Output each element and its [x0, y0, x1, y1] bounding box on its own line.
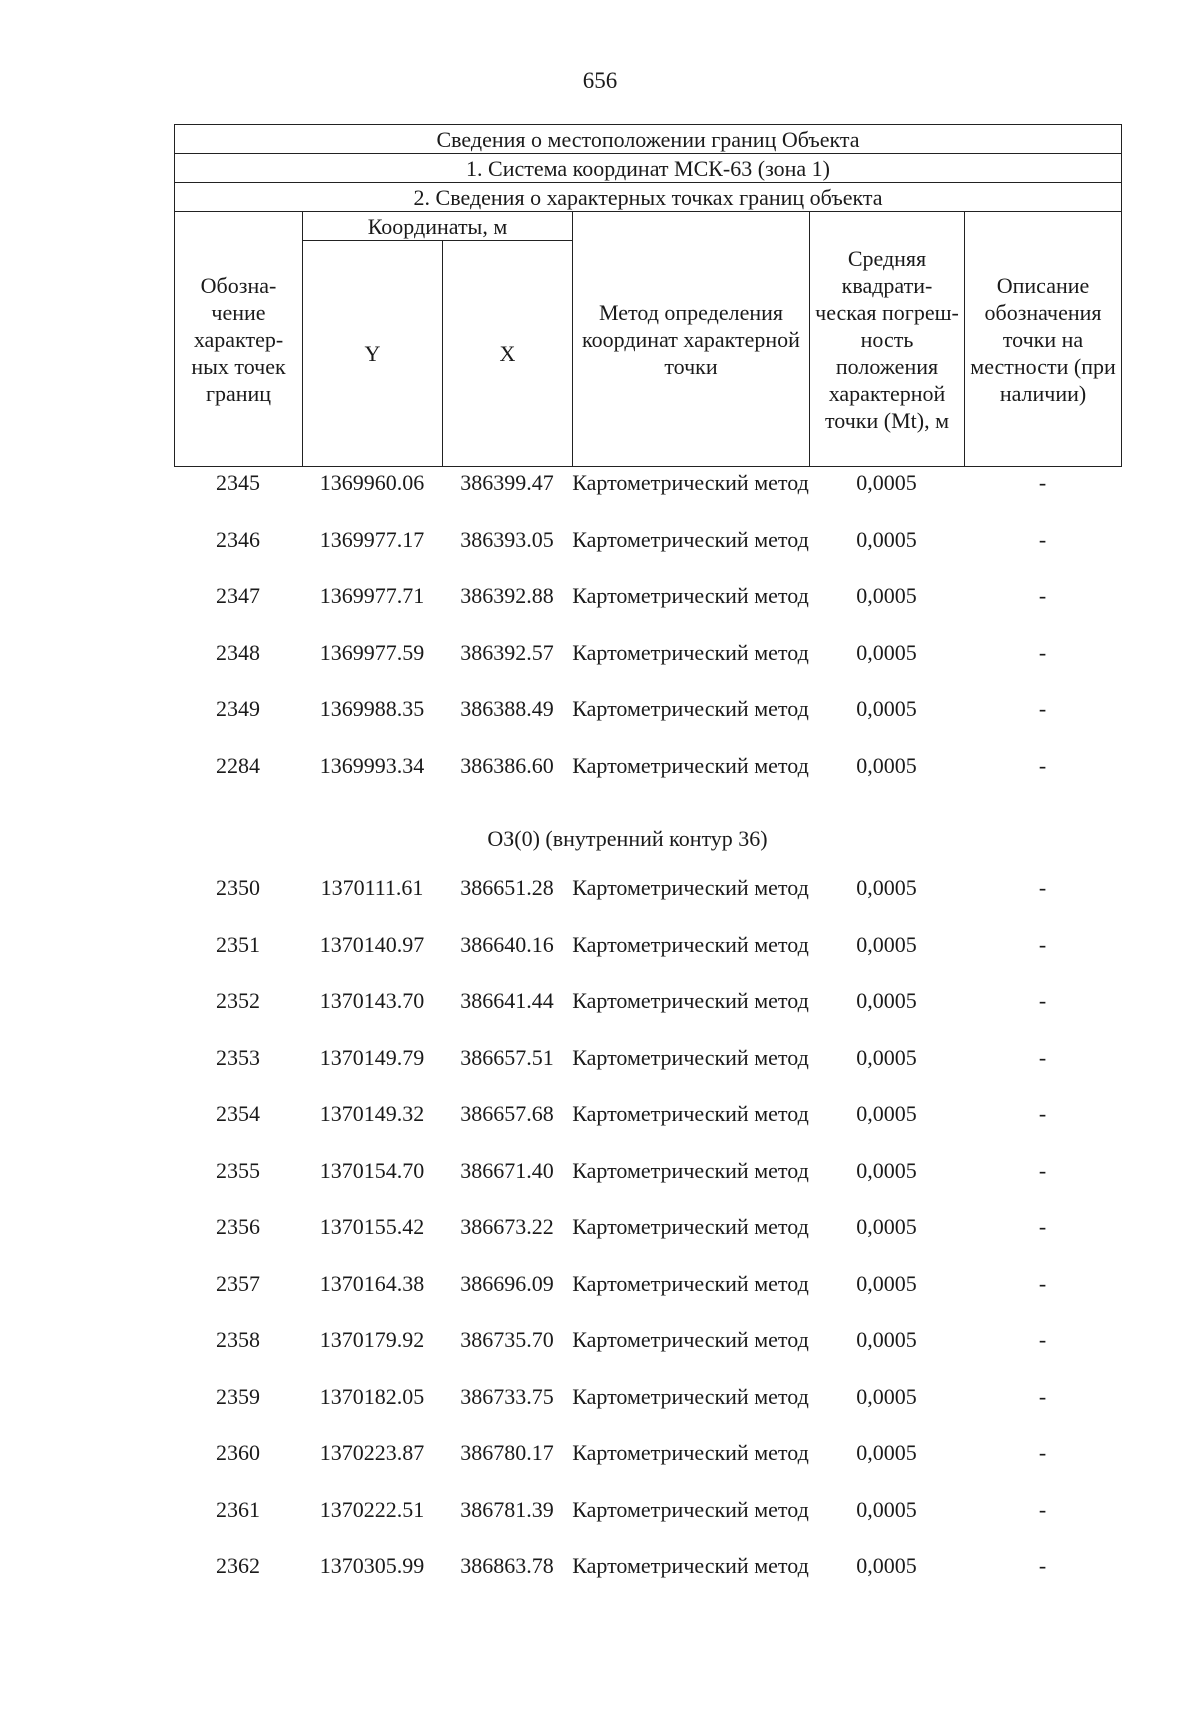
point-id: 2348: [216, 639, 260, 665]
method-cell: Картометрический метод: [572, 1440, 809, 1465]
coordinate-x: 386696.09: [460, 1270, 554, 1296]
description-cell: -: [1038, 696, 1047, 721]
table-row: [174, 1211, 1121, 1268]
column-header-y: Y: [303, 241, 443, 467]
coordinate-y: 1369988.35: [319, 696, 425, 721]
point-id: 2350: [216, 875, 260, 900]
table-row: [174, 1494, 1121, 1551]
method-cell: Картометрический метод: [572, 1553, 809, 1578]
coordinate-y: 1369977.59: [319, 639, 425, 665]
description-cell: -: [1038, 988, 1047, 1013]
point-id: 2284: [216, 752, 260, 778]
method-cell: Картометрический метод: [572, 1383, 809, 1409]
error-cell: 0,0005: [856, 526, 917, 552]
table-row: [174, 1155, 1121, 1212]
error-cell: 0,0005: [856, 1496, 917, 1522]
point-id: 2349: [216, 696, 260, 721]
coordinate-y: 1370305.99: [319, 1553, 425, 1578]
coordinate-y: 1370149.32: [319, 1101, 425, 1126]
coordinate-system: 1. Система координат МСК-63 (зона 1): [175, 154, 1122, 183]
table-row: [174, 1324, 1121, 1381]
point-id: 2358: [216, 1327, 260, 1352]
point-id: 2359: [216, 1383, 260, 1409]
coordinate-x: 386657.68: [460, 1101, 554, 1126]
description-cell: -: [1038, 1214, 1047, 1239]
coordinate-x: 386388.49: [460, 696, 554, 721]
error-cell: 0,0005: [856, 1044, 917, 1070]
table-row: [174, 1268, 1121, 1325]
coordinate-y: 1370164.38: [319, 1270, 425, 1296]
error-cell: 0,0005: [856, 752, 917, 778]
method-cell: Картометрический метод: [572, 639, 809, 665]
coordinate-x: 386399.47: [460, 470, 554, 495]
coordinate-y: 1370182.05: [319, 1383, 425, 1409]
table-row: [174, 929, 1121, 986]
coordinate-x: 386863.78: [460, 1553, 554, 1578]
section-title: 2. Сведения о характерных точках границ объекта: [175, 183, 1122, 212]
description-cell: -: [1038, 875, 1047, 900]
method-cell: Картометрический метод: [572, 526, 809, 552]
table-row: [174, 1550, 1121, 1607]
coordinate-x: 386780.17: [460, 1440, 554, 1465]
coordinate-x: 386640.16: [460, 931, 554, 957]
coordinate-x: 386735.70: [460, 1327, 554, 1352]
coordinate-x: 386657.51: [460, 1044, 554, 1070]
coordinate-x: 386641.44: [460, 988, 554, 1013]
coordinate-x: 386392.57: [460, 639, 554, 665]
coordinate-y: 1370222.51: [319, 1496, 425, 1522]
coordinate-y: 1369993.34: [319, 752, 425, 778]
error-cell: 0,0005: [856, 1327, 917, 1352]
table-row: [174, 693, 1121, 750]
description-cell: -: [1038, 470, 1047, 495]
description-cell: -: [1038, 583, 1047, 608]
error-cell: 0,0005: [856, 988, 917, 1013]
error-cell: 0,0005: [856, 470, 917, 495]
column-header-method: Метод определения координат характерной точки: [573, 212, 810, 467]
error-cell: 0,0005: [856, 1553, 917, 1578]
point-id: 2346: [216, 526, 260, 552]
point-id: 2352: [216, 988, 260, 1013]
description-cell: -: [1038, 752, 1047, 778]
coordinate-y: 1369960.06: [319, 470, 425, 495]
table-row: [174, 580, 1121, 637]
error-cell: 0,0005: [856, 1270, 917, 1296]
table-row: [174, 985, 1121, 1042]
error-cell: 0,0005: [856, 931, 917, 957]
method-cell: Картометрический метод: [572, 470, 809, 495]
method-cell: Картометрический метод: [572, 1270, 809, 1296]
method-cell: Картометрический метод: [572, 1214, 809, 1239]
table-row: [174, 750, 1121, 807]
column-header-error: Средняя квадрати-ческая погреш-ность положения характерной точки (Mt), м: [810, 212, 965, 467]
point-id: 2347: [216, 583, 260, 608]
method-cell: Картометрический метод: [572, 583, 809, 608]
description-cell: -: [1038, 639, 1047, 665]
error-cell: 0,0005: [856, 583, 917, 608]
coordinate-y: 1370111.61: [320, 875, 424, 900]
coordinate-y: 1370179.92: [319, 1327, 425, 1352]
table-row: [174, 524, 1121, 581]
table-row: [174, 467, 1121, 524]
coordinate-x: 386671.40: [460, 1157, 554, 1183]
method-cell: Картометрический метод: [572, 1101, 809, 1126]
coordinate-y: 1370223.87: [319, 1440, 425, 1465]
method-cell: Картометрический метод: [572, 1044, 809, 1070]
error-cell: 0,0005: [856, 639, 917, 665]
table-title: Сведения о местоположении границ Объекта: [175, 125, 1122, 154]
coordinate-y: 1370154.70: [319, 1157, 425, 1183]
method-cell: Картометрический метод: [572, 988, 809, 1013]
description-cell: -: [1038, 931, 1047, 957]
description-cell: -: [1038, 1157, 1047, 1183]
table-header: [174, 124, 1122, 467]
point-id: 2351: [216, 931, 260, 957]
coordinate-x: 386673.22: [460, 1214, 554, 1239]
description-cell: -: [1038, 1044, 1047, 1070]
error-cell: 0,0005: [856, 696, 917, 721]
coordinate-y: 1369977.17: [319, 526, 425, 552]
column-header-description: Описание обозначения точки на местности (при наличии): [965, 212, 1122, 467]
error-cell: 0,0005: [856, 1214, 917, 1239]
column-header-coordinates: Координаты, м: [303, 212, 573, 241]
method-cell: Картометрический метод: [572, 1496, 809, 1522]
error-cell: 0,0005: [856, 1440, 917, 1465]
description-cell: -: [1038, 526, 1047, 552]
error-cell: 0,0005: [856, 1101, 917, 1126]
point-id: 2362: [216, 1553, 260, 1578]
point-id: 2354: [216, 1101, 260, 1126]
point-id: 2360: [216, 1440, 260, 1465]
coordinate-x: 386733.75: [460, 1383, 554, 1409]
table-row: [174, 1437, 1121, 1494]
table-row: [174, 637, 1121, 694]
description-cell: -: [1038, 1440, 1047, 1465]
coordinate-x: 386392.88: [460, 583, 554, 608]
method-cell: Картометрический метод: [572, 752, 809, 778]
point-id: 2357: [216, 1270, 260, 1296]
point-id: 2361: [216, 1496, 260, 1522]
description-cell: -: [1038, 1383, 1047, 1409]
table-row: [174, 872, 1121, 929]
method-cell: Картометрический метод: [572, 875, 809, 900]
contour-title: ОЗ(0) (внутренний контур 36): [487, 826, 768, 851]
description-cell: -: [1038, 1101, 1047, 1126]
coordinate-x: 386651.28: [460, 875, 554, 900]
coordinate-y: 1369977.71: [319, 583, 425, 608]
table-row: [174, 1381, 1121, 1438]
point-id: 2355: [216, 1157, 260, 1183]
page-number: 656: [582, 68, 618, 93]
description-cell: -: [1038, 1327, 1047, 1352]
coordinate-x: 386393.05: [460, 526, 554, 552]
description-cell: -: [1038, 1270, 1047, 1296]
table-body: [174, 467, 1121, 1607]
coordinate-x: 386386.60: [460, 752, 554, 778]
method-cell: Картометрический метод: [572, 696, 809, 721]
error-cell: 0,0005: [856, 1383, 917, 1409]
point-id: 2345: [216, 470, 260, 495]
column-header-x: X: [443, 241, 573, 467]
description-cell: -: [1038, 1553, 1047, 1578]
table-row: [174, 1098, 1121, 1155]
coordinate-y: 1370140.97: [319, 931, 425, 957]
column-header-point-id: Обозна-чение характер-ных точек границ: [175, 212, 303, 467]
error-cell: 0,0005: [856, 875, 917, 900]
coordinate-y: 1370149.79: [319, 1044, 425, 1070]
point-id: 2356: [216, 1214, 260, 1239]
coordinate-y: 1370143.70: [319, 988, 425, 1013]
boundary-points-table: [174, 124, 1121, 1607]
coordinate-x: 386781.39: [460, 1496, 554, 1522]
point-id: 2353: [216, 1044, 260, 1070]
description-cell: -: [1038, 1496, 1047, 1522]
method-cell: Картометрический метод: [572, 1157, 809, 1183]
method-cell: Картометрический метод: [572, 931, 809, 957]
coordinate-y: 1370155.42: [319, 1214, 425, 1239]
method-cell: Картометрический метод: [572, 1327, 809, 1352]
table-row: [174, 1042, 1121, 1099]
error-cell: 0,0005: [856, 1157, 917, 1183]
